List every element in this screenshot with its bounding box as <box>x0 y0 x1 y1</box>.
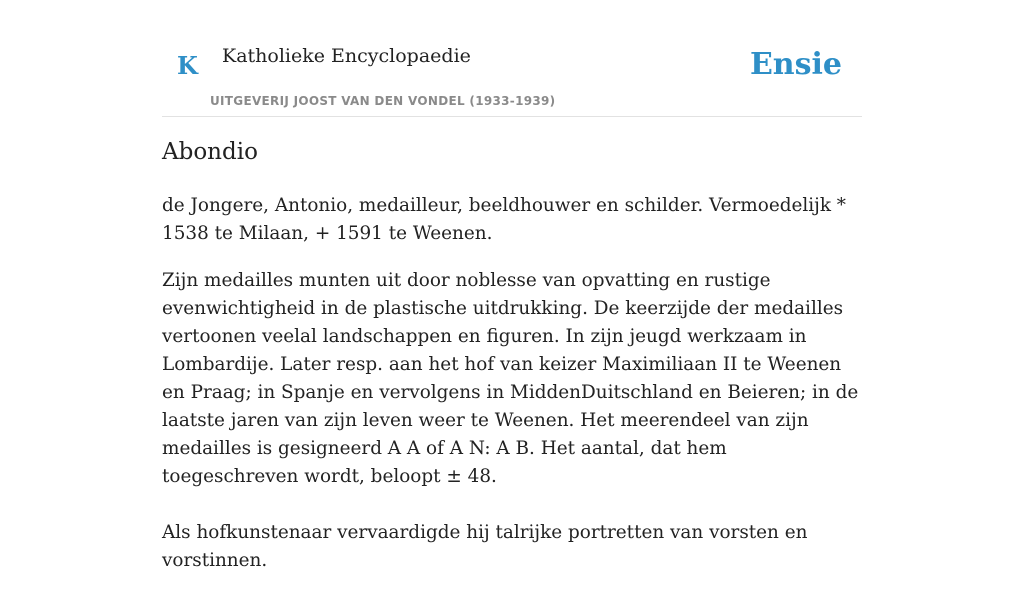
article-paragraph: Zijn medailles munten uit door noblesse van opvatting en rustige evenwichtigheid in de plastische uitdrukking. De keerzijde der medailles vertoonen veelal landschappen en figuren. In zijn jeugd werkzaam in Lombardije. Later resp. aan het hof van keizer Maximiliaan II te Weenen en Praag; in Spanje en vervolgens in MiddenDuitschland en Beieren; in de laatste jaren van zijn leven weer te Weenen. Het meerendeel van zijn medailles is gesigneerd A A of A N: A B. Het aantal, dat hem toegeschreven wordt, beloopt ± 48. <box>162 270 859 487</box>
book-logo-icon[interactable]: K <box>177 51 198 80</box>
book-title[interactable]: Katholieke Encyclopaedie <box>222 45 471 67</box>
article-body <box>162 192 862 594</box>
article-paragraph: Als hofkunstenaar vervaardigde hij talrijke portretten van vorsten en vorstinnen. <box>162 522 808 571</box>
article-paragraph: de Jongere, Antonio, medailleur, beeldhouwer en schilder. Vermoedelijk * 1538 te Milaan, + 1591 te Weenen. <box>162 195 847 244</box>
article-title: Abondio <box>162 139 258 165</box>
content-container <box>162 0 862 571</box>
publisher-line: UITGEVERIJ JOOST VAN DEN VONDEL (1933-1939) <box>210 94 556 108</box>
site-header <box>162 0 862 117</box>
brand-logo[interactable]: Ensie <box>749 47 842 82</box>
